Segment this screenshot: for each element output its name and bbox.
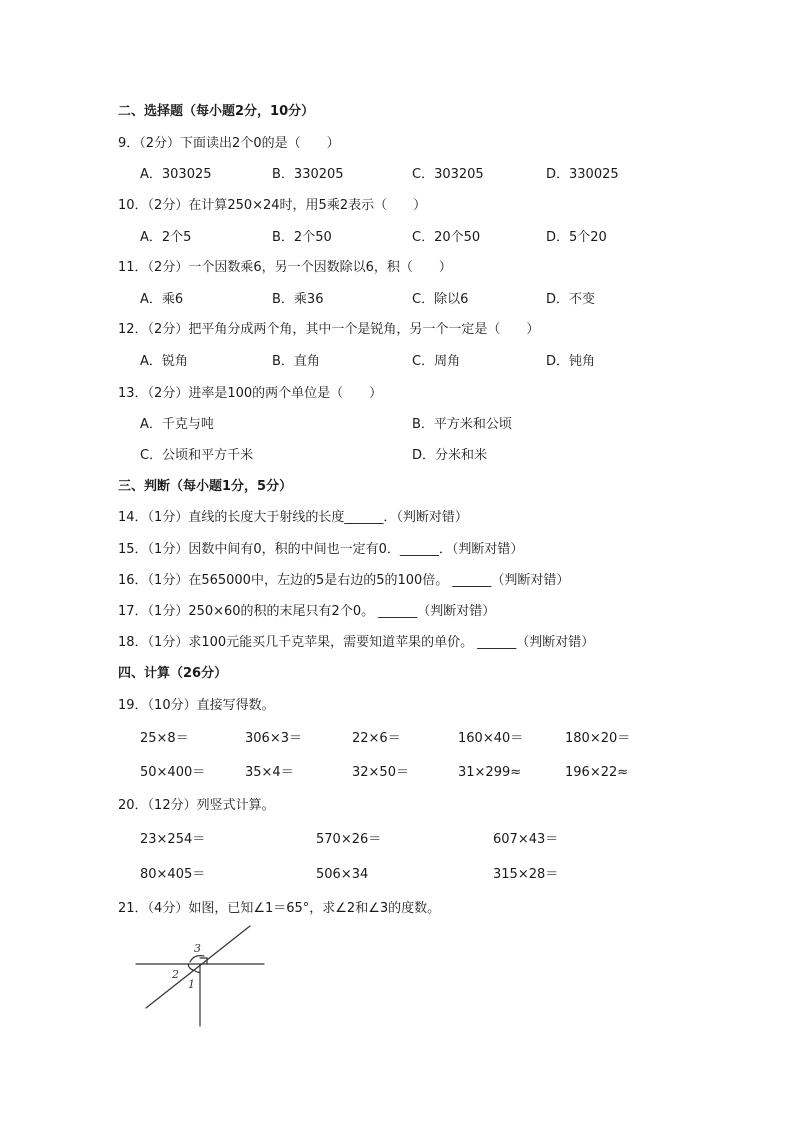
q20-expr-2: 570×26＝ — [316, 832, 382, 847]
question-10-stem: 10．（2分）在计算250×24时，用5乘2表示（ ） — [118, 198, 427, 213]
judge-item-17: 17．（1分）250×60的积的末尾只有2个0。 ______（判断对错） — [118, 604, 496, 619]
q19-expr-1: 25×8＝ — [140, 731, 189, 746]
q12-option-d: D．钝角 — [546, 354, 596, 369]
question-21-stem: 21．（4分）如图，已知∠1＝65°，求∠2和∠3的度数。 — [118, 901, 441, 916]
q20-expr-1: 23×254＝ — [140, 832, 206, 847]
q11-option-b: B．乘36 — [272, 292, 324, 307]
slanted-line — [146, 926, 250, 1008]
section-2-title: 二、选择题（每小题2分，10分） — [118, 104, 315, 119]
q10-option-d: D．5个20 — [546, 230, 607, 245]
question-19-stem: 19．（10分）直接写得数。 — [118, 698, 275, 713]
question-12-stem: 12．（2分）把平角分成两个角，其中一个是锐角，另一个一定是（ ） — [118, 322, 540, 337]
q9-option-a: A．303025 — [140, 167, 212, 182]
question-20-stem: 20．（12分）列竖式计算。 — [118, 798, 275, 813]
section-4-title: 四、计算（26分） — [118, 666, 228, 681]
question-9-stem: 9．（2分）下面读出2个0的是（ ） — [118, 136, 340, 151]
angle-arc-1 — [194, 970, 200, 972]
angle-label-1: 1 — [188, 978, 195, 991]
q13-option-d: D．分米和米 — [412, 448, 488, 463]
question-11-stem: 11．（2分）一个因数乘6，另一个因数除以6，积（ ） — [118, 260, 452, 275]
q11-option-d: D．不变 — [546, 292, 596, 307]
question-13-stem: 13．（2分）进率是100的两个单位是（ ） — [118, 386, 383, 401]
q20-expr-5: 506×34 — [316, 867, 369, 882]
q12-option-b: B．直角 — [272, 354, 320, 369]
q13-option-a: A．千克与吨 — [140, 417, 214, 432]
q12-option-a: A．锐角 — [140, 354, 188, 369]
judge-item-14: 14．（1分）直线的长度大于射线的长度______．（判断对错） — [118, 510, 468, 525]
q10-option-b: B．2个50 — [272, 230, 332, 245]
judge-item-16: 16．（1分）在565000中，左边的5是右边的5的100倍。 ______（判断对错） — [118, 573, 570, 588]
judge-item-18: 18．（1分）求100元能买几千克苹果，需要知道苹果的单价。 ______（判断对错） — [118, 635, 595, 650]
q19-expr-6: 50×400＝ — [140, 765, 206, 780]
q9-option-c: C．303205 — [412, 167, 484, 182]
angle-arc-2 — [188, 964, 193, 970]
section-3-title: 三、判断（每小题1分，5分） — [118, 479, 293, 494]
q19-expr-7: 35×4＝ — [245, 765, 294, 780]
q19-expr-8: 32×50＝ — [352, 765, 409, 780]
q20-expr-4: 80×405＝ — [140, 867, 206, 882]
q19-expr-2: 306×3＝ — [245, 731, 302, 746]
q19-expr-3: 22×6＝ — [352, 731, 401, 746]
angle-label-2: 2 — [172, 968, 179, 981]
q19-expr-4: 160×40＝ — [458, 731, 524, 746]
q12-option-c: C．周角 — [412, 354, 461, 369]
q20-expr-3: 607×43＝ — [493, 832, 559, 847]
q19-expr-5: 180×20＝ — [565, 731, 631, 746]
q9-option-b: B．330205 — [272, 167, 344, 182]
q20-expr-6: 315×28＝ — [493, 867, 559, 882]
q13-option-b: B．平方米和公顷 — [412, 417, 512, 432]
q10-option-c: C．20个50 — [412, 230, 481, 245]
q11-option-c: C．除以6 — [412, 292, 469, 307]
angle-arc-3 — [190, 956, 204, 962]
q9-option-d: D．330025 — [546, 167, 619, 182]
q19-expr-9: 31×299≈ — [458, 765, 522, 780]
q10-option-a: A．2个5 — [140, 230, 192, 245]
q19-expr-10: 196×22≈ — [565, 765, 629, 780]
angle-figure — [132, 922, 272, 1032]
q13-option-c: C．公顷和平方千米 — [140, 448, 254, 463]
q11-option-a: A．乘6 — [140, 292, 184, 307]
angle-label-3: 3 — [194, 942, 201, 955]
judge-item-15: 15．（1分）因数中间有0，积的中间也一定有0．______．（判断对错） — [118, 542, 524, 557]
